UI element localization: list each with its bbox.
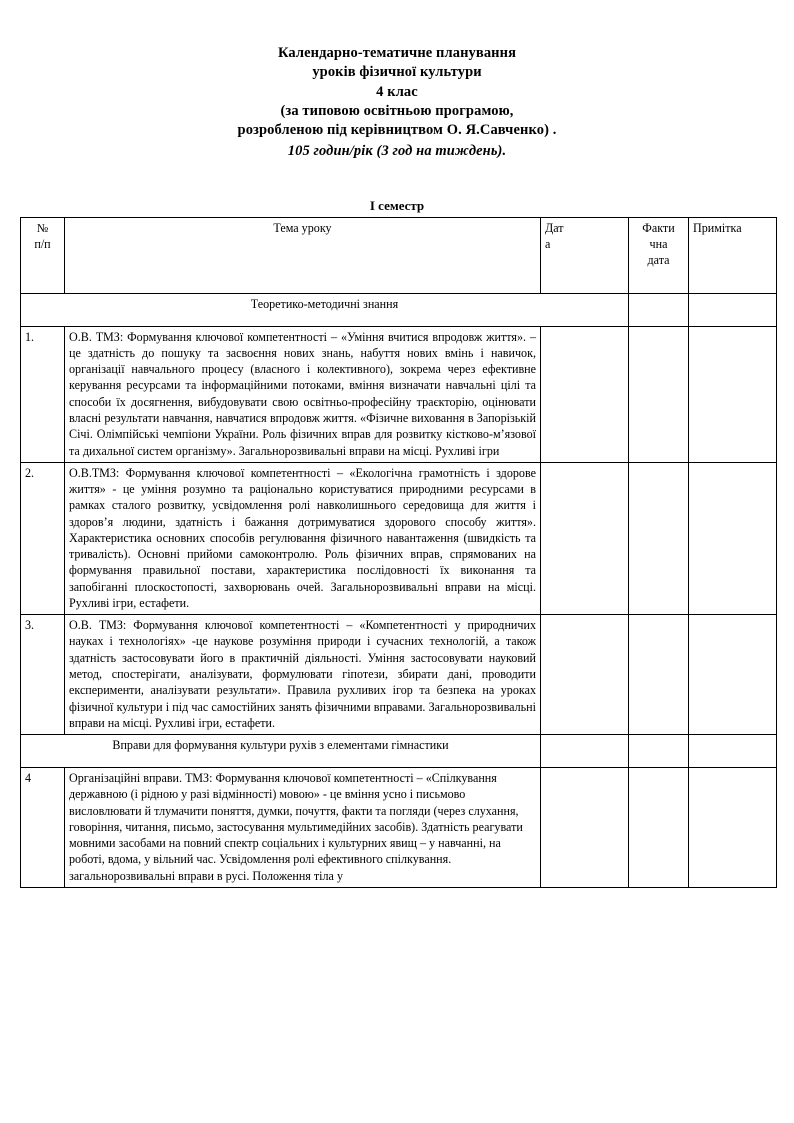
section-title-theory: Теоретико-методичні знання: [21, 293, 629, 326]
row-date: [541, 462, 629, 614]
page-subtitle-hours: 105 годин/рік (3 год на тиждень).: [287, 143, 507, 160]
column-header-date-line2: а: [545, 236, 551, 251]
row-fact-date: [629, 462, 689, 614]
table-row: [21, 768, 777, 888]
column-header-date-line1: Дат: [545, 220, 564, 235]
page-title-line-5: розробленою під керівництвом О. Я.Савченко) .: [237, 122, 557, 139]
column-header-fact-date-line1: Факти: [642, 220, 675, 235]
row-fact-date: [629, 326, 689, 462]
page-title-line-2: уроків фізичної культури: [312, 64, 482, 81]
section-theory-fact-date-cell: [629, 293, 689, 326]
row-note: [689, 768, 777, 888]
document-title-block: [0, 0, 794, 162]
row-number: 2.: [21, 462, 65, 614]
column-header-fact-date-line2: чна: [649, 236, 668, 251]
page-title-line-3: 4 клас: [376, 83, 418, 100]
row-fact-date: [629, 615, 689, 735]
semester-label: I семестр: [369, 197, 425, 213]
section-gym-note-cell: [689, 735, 777, 768]
column-header-fact-date: [629, 217, 689, 293]
row-note: [689, 462, 777, 614]
page-title-line-4: (за типовою освітньою програмою,: [280, 102, 514, 119]
row-note: [689, 615, 777, 735]
section-theory-note-cell: [689, 293, 777, 326]
row-number: 3.: [21, 615, 65, 735]
table-row: [21, 615, 777, 735]
page-title-line-1: Календарно-тематичне планування: [277, 45, 517, 61]
column-header-number-line1: №: [36, 220, 49, 235]
row-number: 1.: [21, 326, 65, 462]
row-number: 4: [21, 768, 65, 888]
column-header-theme: Тема уроку: [65, 217, 541, 293]
table-row: [21, 326, 777, 462]
table-row: [21, 462, 777, 614]
column-header-number-line2: п/п: [34, 236, 51, 251]
row-date: [541, 768, 629, 888]
section-header-row-theory: [21, 293, 777, 326]
row-theme: О.В. ТМЗ: Формування ключової компетентності – «Уміння вчитися впродовж життя». – це здатність до пошуку та засвоєння нових знань, набуття нових вмінь і навичок, організації навчального процесу (власного і колективного), зокрема через ефективне керування ресурсами та інформаційними потоками, вміння визначати навчальні цілі та способи їх досягнення, вибудовувати свою освітньо-професійну траєкторію, оцінювати власні результати навчання, навчатися впродовж життя. «Фізичне виховання в Запорізькій Січі. Олімпійські чемпіони України. Роль фізичних вправ для розвитку кістково-м’язової та дихальної систем організму». Загальнорозвивальні вправи на місці. Рухливі ігри: [65, 326, 541, 462]
row-theme: О.В.ТМЗ: Формування ключової компетентності – «Екологічна грамотність і здорове життя» - це уміння розумно та раціонально користуватися природними ресурсами в рамках сталого розвитку, усвідомлення ролі навколишнього середовища для життя і здоров’я людини, здатність і бажання дотримуватися здорового способу життя». Характеристика основних способів регулювання фізичного навантаження (швидкість та тривалість). Основні прийоми самоконтролю. Роль фізичних вправ, спрямованих на формування правильної постави, характеристика послідовності їх виконання та запобіганні плоскостопості, захворювань очей. Загальнорозвивальні вправи на місці. Рухливі ігри, естафети.: [65, 462, 541, 614]
section-gym-fact-date-cell: [629, 735, 689, 768]
table-header-row: [21, 217, 777, 293]
section-header-row-gymnastics: [21, 735, 777, 768]
row-date: [541, 326, 629, 462]
lesson-plan-table: [20, 217, 777, 888]
row-note: [689, 326, 777, 462]
section-gym-date-cell: [541, 735, 629, 768]
row-date: [541, 615, 629, 735]
column-header-fact-date-line3: дата: [647, 253, 670, 268]
column-header-date: [541, 217, 629, 293]
section-title-gymnastics: Вправи для формування культури рухів з елементами гімнастики: [21, 735, 541, 768]
column-header-number: [21, 217, 65, 293]
row-fact-date: [629, 768, 689, 888]
column-header-note: Примітка: [689, 217, 777, 293]
row-theme: Організаційні вправи. ТМЗ: Формування ключової компетентності – «Спілкування державною (і рідною у разі відмінності) мовою» - це вміння усно і письмово висловлювати й тлумачити поняття, думки, почуття, факти та погляди (через слухання, говоріння, читання, письмо, застосування мультимедійних засобів). Здатність реагувати мовними засобами на повний спектр соціальних і культурних явищ – у навчанні, на роботі, вдома, у вільний час. Усвідомлення ролі ефективного спілкування. загальнорозвивальні вправи в русі. Положення тіла у: [65, 768, 541, 888]
row-theme: О.В. ТМЗ: Формування ключової компетентності – «Компетентності у природничих науках і технологіях» -це наукове розуміння природи і сучасних технологій, а також здатність застосовувати його в практичній діяльності. Уміння застосовувати науковий метод, спостерігати, аналізувати, формулювати гіпотези, збирати дані, проводити експерименти, аналізувати результати». Правила рухливих ігор та безпека на уроках фізичної культури і під час самостійних занять фізичними вправами. Загальнорозвивальні вправи на місці. Рухливі ігри, естафети.: [65, 615, 541, 735]
